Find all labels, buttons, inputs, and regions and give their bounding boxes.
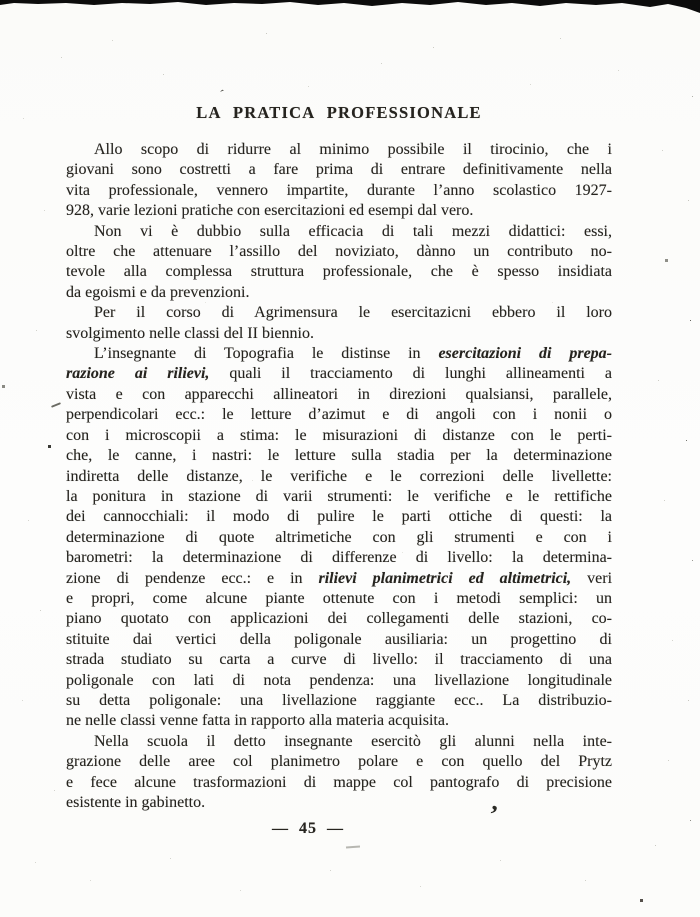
text-segment: indiretta delle distanze, le verifiche e le correzioni delle livellette: <box>66 467 612 485</box>
page-title: LA PRATICA PROFESSIONALE <box>196 103 482 122</box>
text-segment: piano quotato con applicazioni dei collegamenti delle stazioni, co- <box>66 610 612 628</box>
text-segment: perpendicolari ecc.: le letture d’azimut e di angoli con i nonii o <box>66 406 612 424</box>
text-line <box>66 201 612 221</box>
text-segment: poligonale con lati di nota pendenza: una livellazione longitudinale <box>66 671 612 689</box>
text-line <box>66 426 612 446</box>
text-line <box>66 752 612 772</box>
text-segment: e fece alcune trasformazioni di mappe col pantografo di precisione <box>66 773 612 791</box>
text-segment: con i microscopii a stima: le misurazioni di distanze con le perti- <box>66 426 612 444</box>
emphasized-text: esercitazioni di prepa- <box>438 345 612 363</box>
text-block <box>66 140 612 813</box>
text-line <box>66 589 612 609</box>
stray-ink-mark: ’ <box>486 799 500 830</box>
text-segment: quali il tracciamento di lunghi allineamenti a <box>209 365 613 383</box>
scan-noise-speckles <box>0 0 1 1</box>
text-segment: strada studiato su carta a curve di livello: il tracciamento di una <box>66 651 612 669</box>
text-segment: che, le canne, i nastri: le letture sulla stadia per la determinazione <box>66 447 612 465</box>
text-line <box>66 691 612 711</box>
text-segment: su detta poligonale: una livellazione raggiante ecc.. La distribuzio- <box>66 691 612 709</box>
text-segment: Allo scopo di ridurre al minimo possibile il tirocinio, che i <box>94 141 612 158</box>
text-segment: tevole alla complessa struttura professionale, che è spesso insidiata <box>66 263 612 281</box>
text-line <box>66 222 612 242</box>
text-line <box>66 303 612 323</box>
stray-ink-mark <box>346 846 360 849</box>
text-segment: Per il corso di Agrimensura le esercitazicni ebbero il loro <box>94 304 612 322</box>
text-line <box>66 385 612 405</box>
text-line <box>66 446 612 466</box>
text-segment: dei cannocchiali: il modo di pulire le parti ottiche di questi: la <box>66 508 612 526</box>
text-line <box>66 773 612 793</box>
paragraph <box>66 222 612 304</box>
text-segment: vita professionale, vennero impartite, durante l’anno scolastico 1927- <box>66 181 612 199</box>
text-segment: Non vi è dubbio sulla efficacia di tali mezzi didattici: essi, <box>94 222 612 240</box>
text-segment: vista e con apparecchi allineatori in direzioni qualsiansi, parallele, <box>66 385 612 403</box>
text-line <box>66 467 612 487</box>
text-segment: da egoismi e da prevenzioni. <box>66 283 250 301</box>
text-line <box>66 569 612 589</box>
stray-ink-mark: ´ <box>216 87 225 105</box>
text-line <box>66 487 612 507</box>
text-line <box>66 344 612 364</box>
text-segment: grazione delle aree col planimetro polare e con quello del Prytz <box>66 753 612 771</box>
text-line <box>66 528 612 548</box>
text-line <box>66 671 612 691</box>
text-segment: oltre che attenuare l’assillo del noviziato, dànno un contributo no- <box>66 243 612 261</box>
text-segment: 928, varie lezioni pratiche con esercitazioni ed esempi dal vero. <box>66 202 474 220</box>
text-segment: la ponitura in stazione di varii strumenti: le verifiche e le rettifiche <box>66 487 612 505</box>
text-segment: esistente in gabinetto. <box>66 794 206 811</box>
text-segment: zione di pendenze ecc.: e in <box>66 569 319 587</box>
text-segment: ne nelle classi venne fatta in rapporto alla materia acquisita. <box>66 712 449 730</box>
paragraph <box>66 732 612 814</box>
page-number: — 45 — <box>272 820 344 837</box>
text-line <box>66 242 612 262</box>
text-line <box>66 548 612 568</box>
text-segment: L’insegnante di Topografia le distinse in <box>94 345 439 363</box>
text-line <box>66 405 612 425</box>
stray-ink-mark <box>51 402 61 408</box>
text-line <box>66 650 612 670</box>
text-line <box>66 160 612 180</box>
emphasized-text: rilievi planimetrici ed altimetrici, <box>318 569 572 587</box>
paragraph <box>66 303 612 344</box>
text-line <box>66 324 612 344</box>
text-segment: determinazione di quote altrimetiche con gli strumenti e con i <box>66 528 612 546</box>
scan-edge-artifact <box>0 0 700 16</box>
text-segment: barometri: la determinazione di differenze di livello: la determina- <box>66 549 612 567</box>
text-segment: stituite dai vertici della poligonale ausiliaria: un progettino di <box>66 630 612 648</box>
text-line <box>66 793 612 813</box>
text-segment: veri <box>571 569 613 587</box>
text-line <box>66 732 612 752</box>
text-line <box>66 140 612 160</box>
text-line <box>66 283 612 303</box>
emphasized-text: razione ai rilievi, <box>66 365 210 383</box>
text-segment: giovani sono costretti a fare prima di entrare definitivamente nella <box>66 161 612 179</box>
text-segment: svolgimento nelle classi del II biennio. <box>66 324 314 342</box>
text-segment: e propri, come alcune piante ottenute con i metodi semplici: un <box>66 589 612 607</box>
text-line <box>66 507 612 527</box>
text-line <box>66 181 612 201</box>
text-segment: Nella scuola il detto insegnante esercitò gli alunni nella inte- <box>94 732 612 750</box>
paragraph <box>66 140 612 222</box>
text-line <box>66 711 612 731</box>
text-line <box>66 364 612 384</box>
page-body <box>66 103 612 813</box>
paragraph <box>66 344 612 732</box>
text-line <box>66 630 612 650</box>
text-line <box>66 609 612 629</box>
text-line <box>66 262 612 282</box>
